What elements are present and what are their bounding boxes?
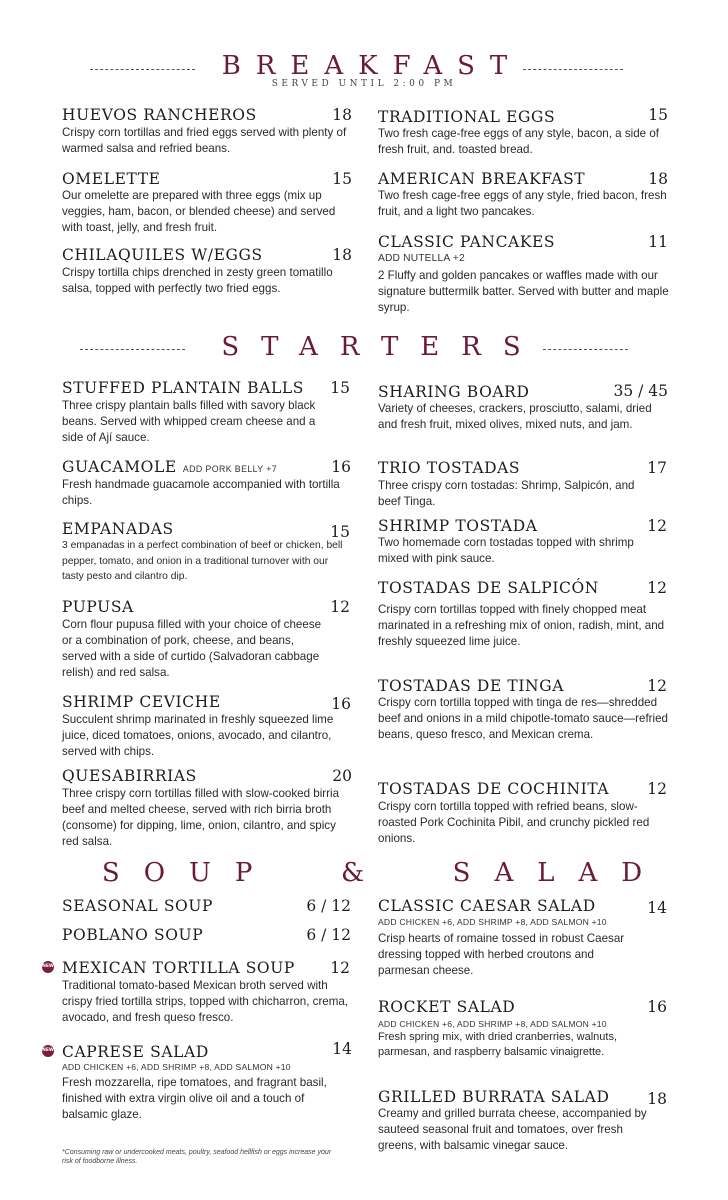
menu-item-addon: ADD CHICKEN +6, ADD SHRIMP +8, ADD SALMON +10 (62, 1062, 291, 1072)
menu-item-name: TOSTADAS DE COCHINITA (378, 780, 610, 798)
menu-item-addon: ADD PORK BELLY +7 (182, 464, 278, 474)
menu-item-price: 12 (647, 677, 667, 695)
menu-item-description: Crispy corn tortillas and fried eggs served with plenty of warmed salsa and refried beans. (62, 126, 347, 155)
menu-item-price: 14 (647, 899, 667, 917)
menu-item-description: Corn flour pupusa filled with your choice of cheese or a combination of pork, cheese, and beans, served with a side of curtido (Salvadoran cabbage relish) and red salsa. (62, 618, 322, 679)
menu-item-description: 3 empanadas in a perfect combination of beef or chicken, bell pepper, tomato, and onion in a traditional turnover with our tasty pesto and cilantro dip. (62, 540, 343, 582)
menu-item-price: 20 (332, 767, 352, 785)
menu-item-addon: ADD CHICKEN +6, ADD SHRIMP +8, ADD SALMON +10 (378, 917, 607, 927)
menu-item-price: 15 (330, 379, 350, 397)
menu-item-name: AMERICAN BREAKFAST (378, 170, 586, 188)
menu-item-price: 15 (332, 170, 352, 188)
menu-item-name: TRIO TOSTADAS (378, 459, 521, 477)
menu-item-price: 18 (647, 1090, 667, 1108)
menu-item-price: 16 (647, 998, 667, 1016)
menu-item-price: 16 (331, 695, 351, 713)
menu-item-name: CLASSIC PANCAKES (378, 233, 556, 251)
menu-item-price: 6 / 12 (306, 897, 351, 915)
menu-item-name: STUFFED PLANTAIN BALLS (62, 379, 304, 397)
menu-item-description: Traditional tomato-based Mexican broth served with crispy fried tortilla strips, topped with chicharron, crema, avocado, and fresh queso fresco. (62, 979, 349, 1024)
menu-item-name: EMPANADAS (62, 520, 174, 538)
menu-item-name: PUPUSA (62, 598, 134, 616)
menu-item-addon: ADD CHICKEN +6, ADD SHRIMP +8, ADD SALMON +10 (378, 1019, 607, 1029)
menu-item-description: Variety of cheeses, crackers, prosciutto, salami, dried and fresh fruit, mixed olives, mixed nuts, and jam. (378, 402, 652, 431)
menu-item-name: ROCKET SALAD (378, 998, 516, 1016)
menu-item-name: TOSTADAS DE TINGA (378, 677, 564, 695)
menu-item-price: 18 (332, 106, 352, 124)
menu-item-description: Crisp hearts of romaine tossed in robust Caesar dressing topped with herbed croutons and parmesan cheese. (378, 932, 625, 977)
menu-item-price: 12 (330, 959, 350, 977)
menu-item-price: 35 / 45 (613, 382, 668, 400)
menu-item-price: 12 (647, 517, 667, 535)
menu-item-description: Fresh mozzarella, ripe tomatoes, and fragrant basil, finished with extra virgin olive oil and a touch of balsamic glaze. (62, 1076, 327, 1121)
menu-item-name: QUESABIRRIAS (62, 767, 197, 785)
menu-item-name: SEASONAL SOUP (62, 897, 214, 915)
menu-item-name: TRADITIONAL EGGS (378, 108, 556, 126)
menu-item-description: Three crispy plantain balls filled with savory black beans. Served with whipped cream cheese and a side of Ají sauce. (62, 399, 316, 444)
menu-item-name: MEXICAN TORTILLA SOUP (62, 959, 295, 977)
menu-item-description: Two fresh cage-free eggs of any style, fried bacon, fresh fruit, and a light two pancakes. (378, 189, 667, 218)
footnote: *Consuming raw or undercooked meats, poultry, seafood hellfish or eggs increase your risk of foodborne illness. (62, 1149, 332, 1165)
menu-item-name: CAPRESE SALAD (62, 1043, 209, 1061)
menu-item-name-text: GUACAMOLE (62, 458, 177, 476)
menu-item-description: Two fresh cage-free eggs of any style, bacon, a side of fresh fruit, and. toasted bread. (378, 127, 659, 156)
menu-item-price: 12 (647, 579, 667, 597)
menu-item-name: CHILAQUILES W/EGGS (62, 246, 263, 264)
soup-salad-title: SOUP & SALAD (101, 858, 667, 888)
menu-item-price: 12 (647, 780, 667, 798)
menu-item-price: 12 (330, 598, 350, 616)
menu-item-name: SHARING BOARD (378, 383, 530, 401)
menu-item-description: Crispy tortilla chips drenched in zesty green tomatillo salsa, topped with perfectly two fried eggs. (62, 266, 333, 295)
menu-item-price: 6 / 12 (306, 926, 351, 944)
starters-title: STARTERS (221, 332, 543, 362)
menu-item-name: GRILLED BURRATA SALAD (378, 1088, 610, 1106)
menu-item-description: Three crispy corn tostadas: Shrimp, Salpicón, and beef Tinga. (378, 479, 635, 508)
menu-item-description: Fresh handmade guacamole accompanied with tortilla chips. (62, 478, 340, 507)
menu-item-description: Succulent shrimp marinated in freshly squeezed lime juice, diced tomatoes, onions, avocado, and cilantro, served with chips. (62, 713, 334, 758)
new-badge: NEW (42, 961, 54, 973)
menu-item-name: TOSTADAS DE SALPICÓN (378, 579, 599, 597)
menu-item-price: 15 (330, 523, 350, 541)
menu-item-description: Crispy corn tortilla topped with tinga de res—shredded beef and onions in a mild chipotle-tomato sauce—refried beans, queso fresco, and Mexican crema. (378, 696, 669, 741)
menu-item-price: 15 (648, 106, 668, 124)
menu-item-price: 16 (331, 458, 351, 476)
menu-item-description: Two homemade corn tostadas topped with shrimp mixed with pink sauce. (378, 536, 634, 565)
menu-item-name: SHRIMP TOSTADA (378, 517, 538, 535)
menu-item-description: Crispy corn tortilla topped with refried beans, slow-roasted Pork Cochinita Pibil, and crunchy pickled red onions. (378, 800, 650, 845)
menu-item-name: POBLANO SOUP (62, 926, 204, 944)
menu-item-description: Creamy and grilled burrata cheese, accompanied by sauteed seasonal fruit and tomatoes, over fresh greens, with balsamic vinegar sauce. (378, 1107, 647, 1152)
new-badge: NEW (42, 1045, 54, 1057)
menu-item-name: SHRIMP CEVICHE (62, 693, 221, 711)
breakfast-title: BREAKFAST (221, 51, 523, 81)
menu-item-description: Our omelette are prepared with three eggs (mix up veggies, ham, bacon, or blended cheese) and served with toast, jelly, and fresh fruit. (62, 189, 336, 234)
menu-item-price: 17 (647, 459, 667, 477)
menu-item-name: HUEVOS RANCHEROS (62, 106, 257, 124)
menu-item-price: 11 (648, 233, 668, 251)
menu-item-price: 18 (648, 170, 668, 188)
breakfast-subtitle: SERVED UNTIL 2:00 PM (271, 79, 457, 89)
menu-item-description: Crispy corn tortillas topped with finely chopped meat marinated in a refreshing mix of onion, radish, mint, and freshly squeezed lime juice. (378, 603, 665, 648)
menu-item-description: Fresh spring mix, with dried cranberries, walnuts, parmesan, and raspberry balsamic vinaigrette. (378, 1031, 618, 1058)
menu-item-price: 18 (332, 246, 352, 264)
menu-item-description: 2 Fluffy and golden pancakes or waffles made with our signature buttermilk batter. Served with butter and maple syrup. (378, 269, 669, 314)
menu-item-description: Three crispy corn tortillas filled with slow-cooked birria beef and melted cheese, served with rich birria broth (consome) for dipping, lime, onion, cilantro, and spicy red salsa. (62, 787, 340, 848)
menu-item-name: OMELETTE (62, 170, 161, 188)
menu-item-name (62, 458, 277, 476)
menu-item-addon: ADD NUTELLA +2 (378, 253, 465, 264)
menu-item-name: CLASSIC CAESAR SALAD (378, 897, 596, 915)
menu-item-price: 14 (332, 1040, 352, 1058)
